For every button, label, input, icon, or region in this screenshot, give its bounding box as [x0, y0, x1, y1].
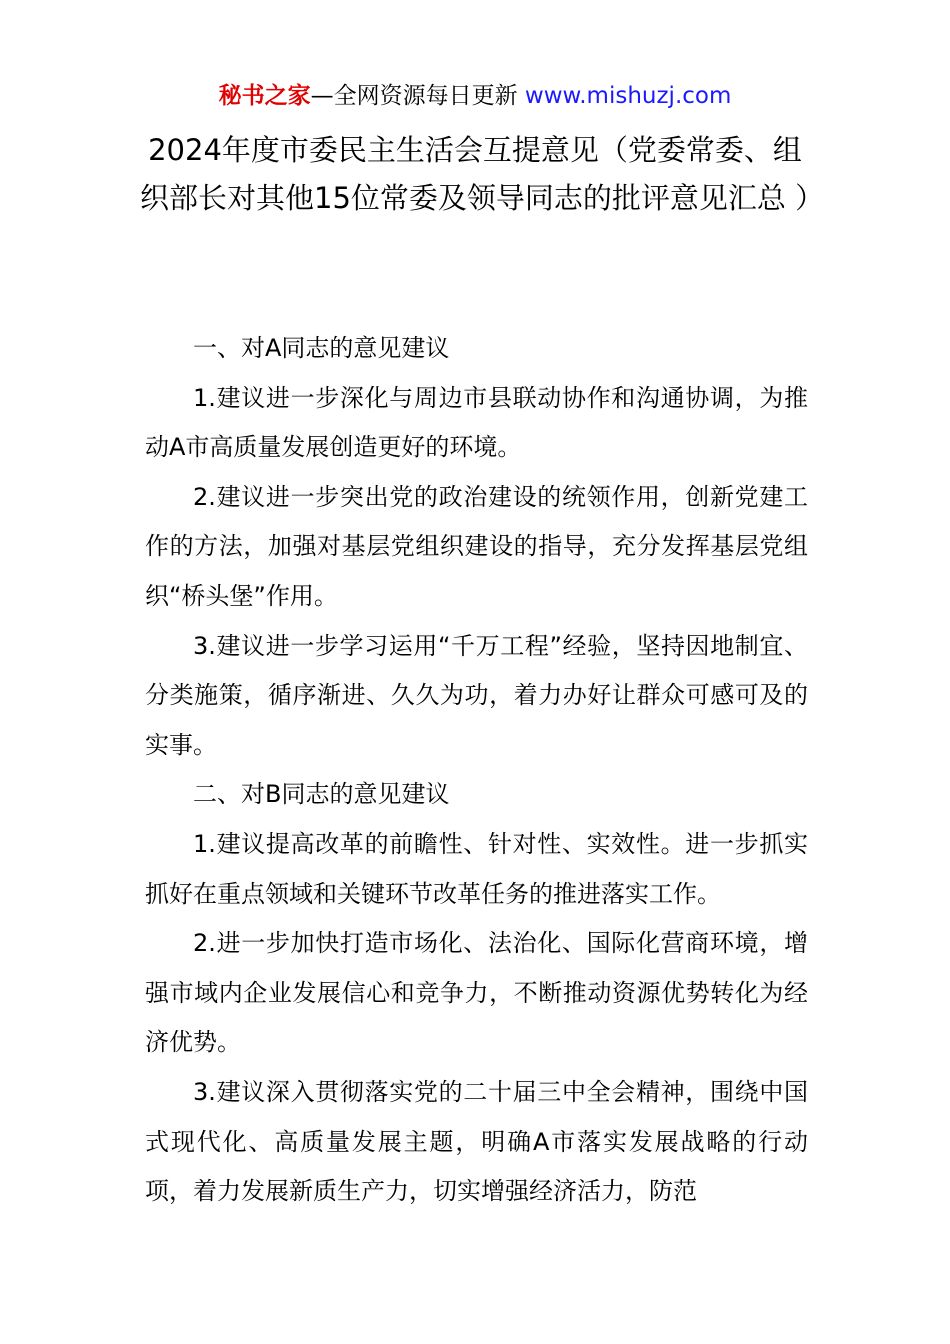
document-body [145, 324, 808, 1217]
paragraph: 2.进一步加快打造市场化、法治化、国际化营商环境，增强市域内企业发展信心和竞争力，不断推动资源优势转化为经济优势。 [145, 929, 808, 1057]
section-heading-a: 一、对A同志的意见建议 [193, 334, 450, 362]
paragraph: 3.建议深入贯彻落实党的二十届三中全会精神，围绕中国式现代化、高质量发展主题，明确A市落实发展战略的行动项，着力发展新质生产力，切实增强经济活力，防范 [145, 1077, 808, 1206]
site-url-link[interactable]: www.mishuzj.com [524, 83, 732, 109]
site-brand: 秘书之家 [218, 83, 311, 109]
document-title: 2024年度市委民主生活会互提意见（党委常委、组织部长对其他15位常委及领导同志的批评意见汇总 ） [140, 133, 825, 215]
section-heading-b: 二、对B同志的意见建议 [193, 780, 450, 809]
site-slogan: —全网资源每日更新 [310, 83, 525, 109]
paragraph: 3.建议进一步学习运用“千万工程”经验，坚持因地制宜、分类施策，循序渐进、久久为功，着力办好让群众可感可及的实事。 [145, 631, 808, 759]
site-header [0, 80, 950, 112]
paragraph: 2.建议进一步突出党的政治建设的统领作用，创新党建工作的方法，加强对基层党组织建设的指导，充分发挥基层党组织“桥头堡”作用。 [145, 482, 808, 610]
paragraph: 1.建议进一步深化与周边市县联动协作和沟通协调，为推动A市高质量发展创造更好的环境。 [145, 383, 808, 462]
paragraph: 1.建议提高改革的前瞻性、针对性、实效性。进一步抓实抓好在重点领域和关键环节改革任务的推进落实工作。 [145, 829, 808, 908]
